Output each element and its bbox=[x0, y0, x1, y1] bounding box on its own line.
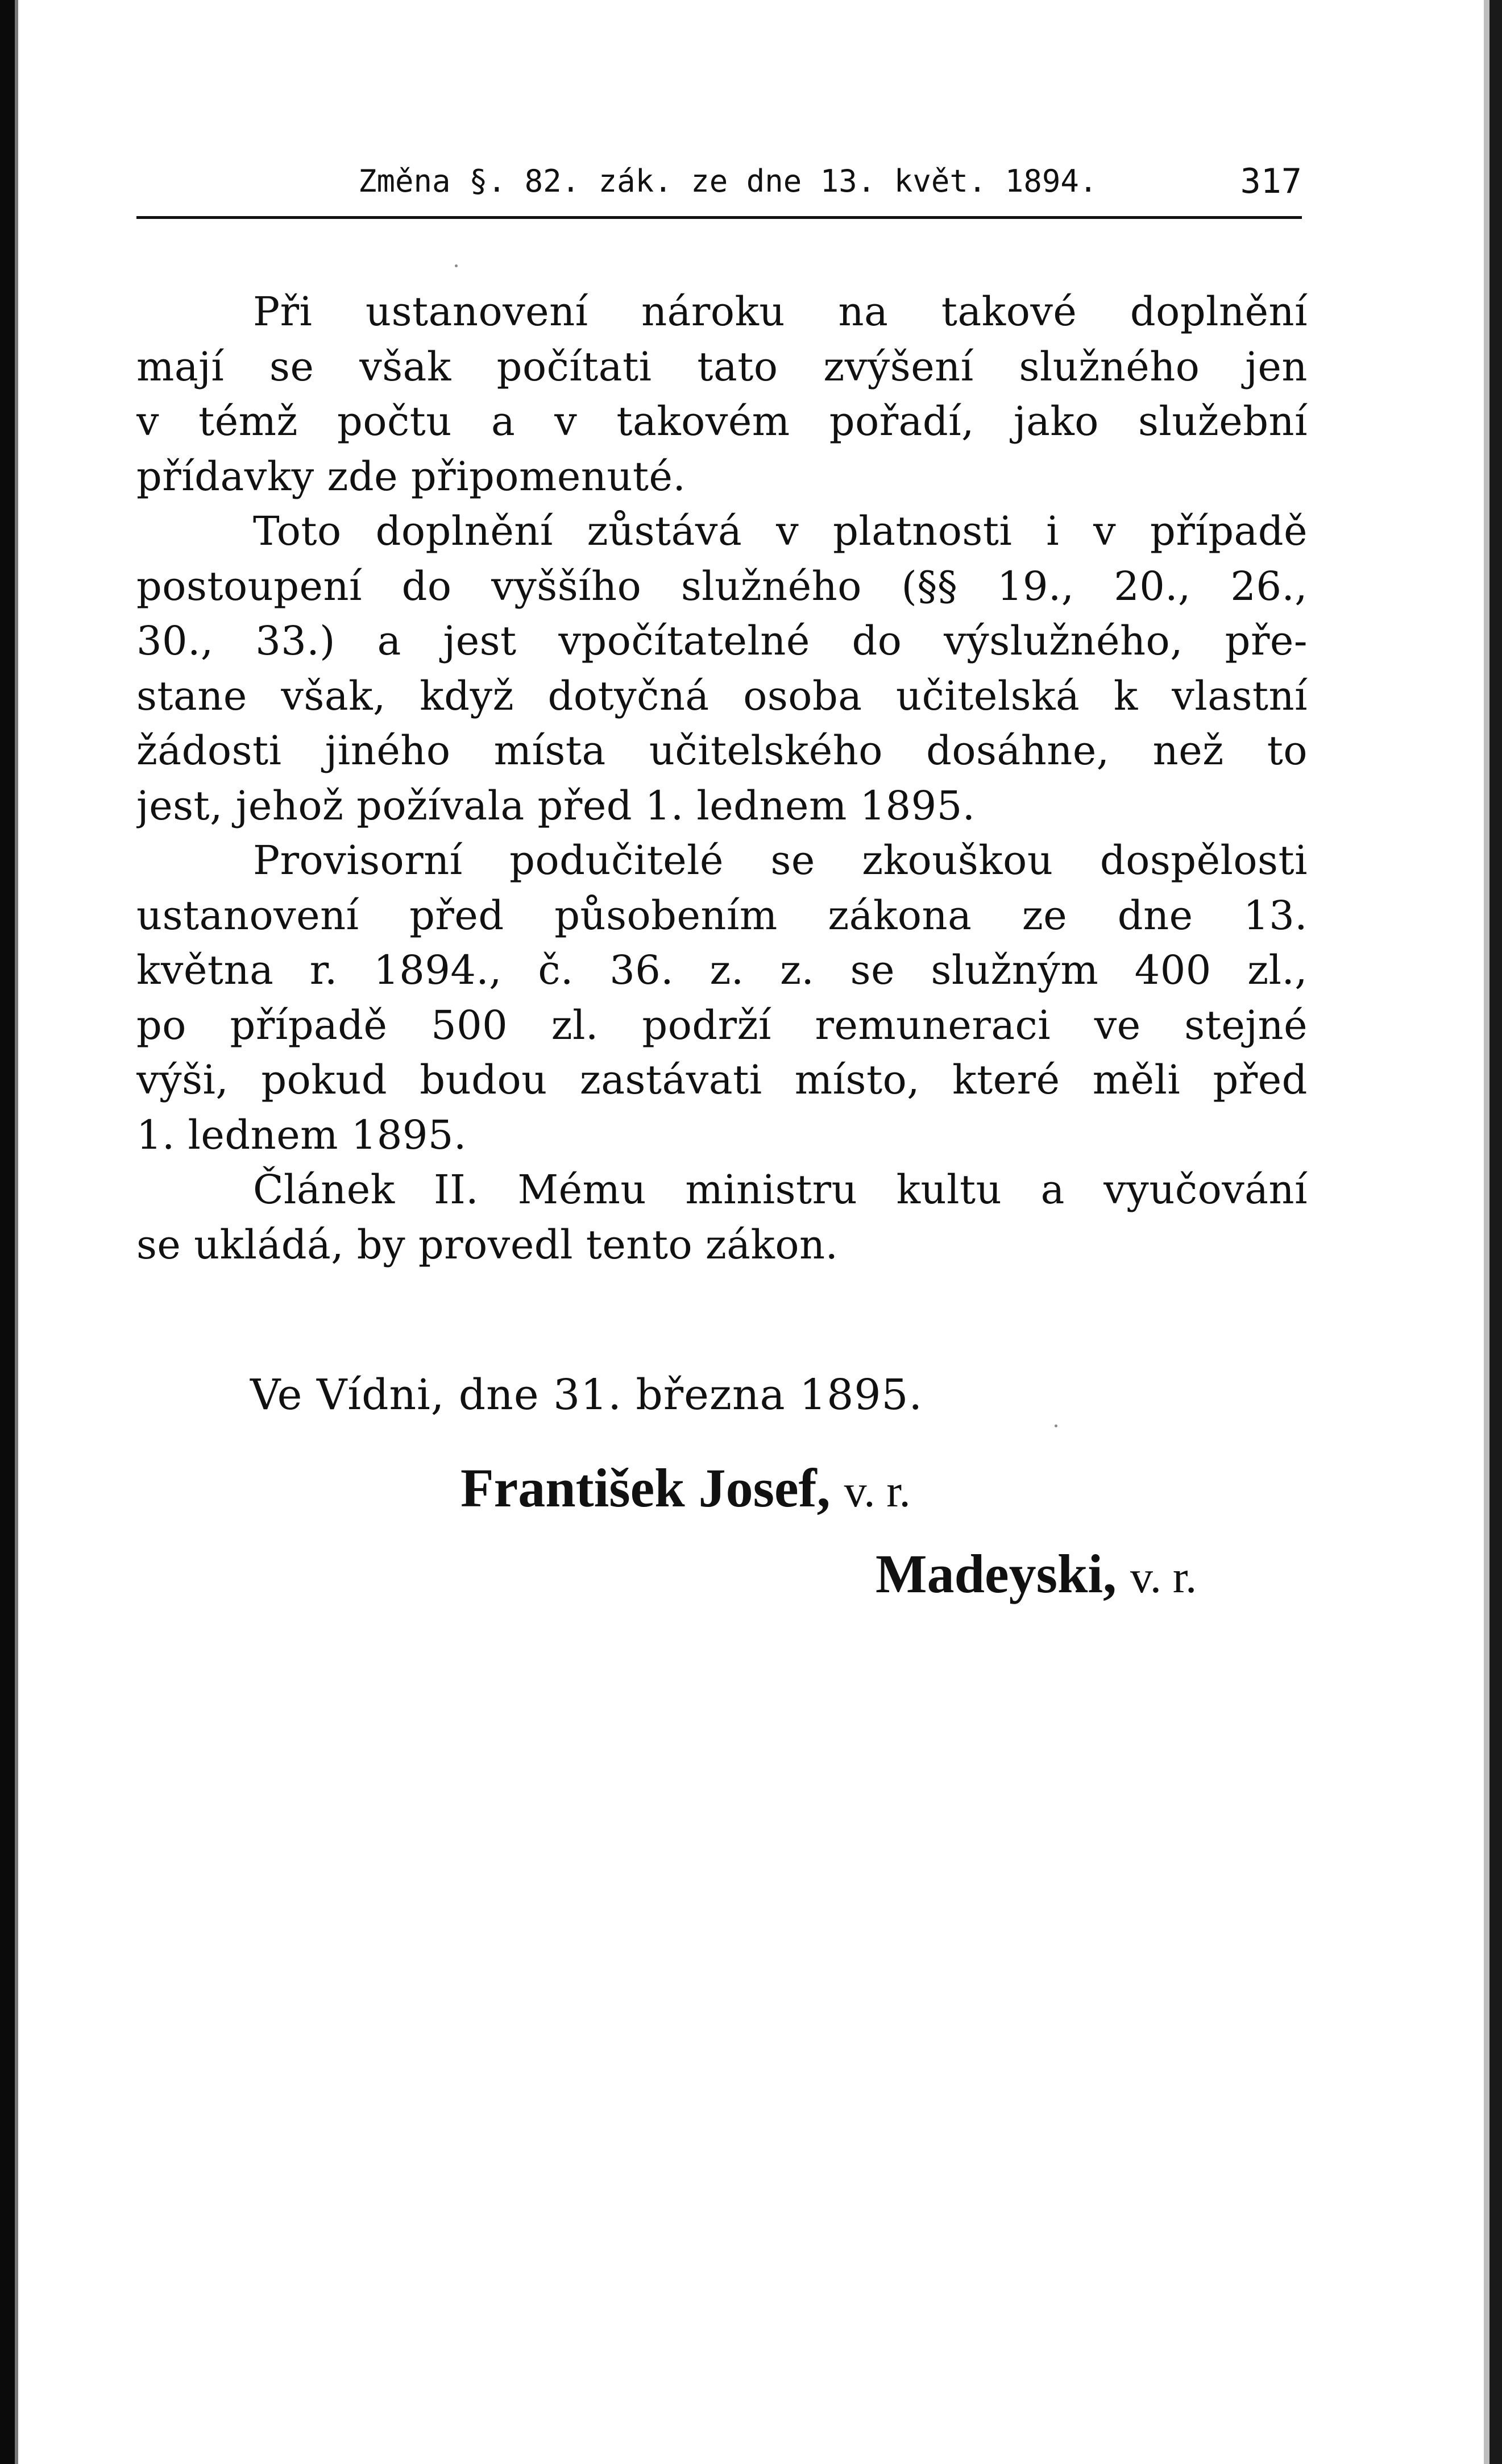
text-line: Při ustanovení nároku na takové doplnění bbox=[253, 288, 1308, 335]
text-line: Provisorní podučitelé se zkouškou dospělosti bbox=[253, 837, 1308, 884]
scan-speck bbox=[1055, 1424, 1057, 1427]
text-line: výši, pokud budou zastávati místo, které měli před bbox=[136, 1057, 1308, 1103]
scan-speck bbox=[455, 264, 458, 267]
signature-emperor-suffix: v. r. bbox=[844, 1467, 911, 1517]
text-line: postoupení do vyššího služného (§§ 19., 20., 26., bbox=[136, 562, 1308, 610]
header-rule bbox=[136, 216, 1302, 219]
text-line: Toto doplnění zůstává v platnosti i v případě bbox=[253, 508, 1308, 554]
signature-minister-suffix: v. r. bbox=[1130, 1552, 1197, 1602]
text-line: se ukládá, by provedl tento zákon. bbox=[136, 1221, 839, 1268]
signature-emperor-name: František Josef, bbox=[460, 1457, 831, 1518]
scan-border-right bbox=[1489, 0, 1502, 2464]
text-line: Článek II. Mému ministru kultu a vyučování bbox=[253, 1166, 1308, 1213]
text-line: po případě 500 zl. podrží remuneraci ve stejné bbox=[136, 1001, 1308, 1049]
text-line: 30., 33.) a jest vpočítatelné do výslužného, pře- bbox=[136, 618, 1308, 664]
text-line: přídavky zde připomenuté. bbox=[136, 453, 686, 500]
text-line: ustanovení před působením zákona ze dne 13. bbox=[136, 892, 1308, 939]
scan-border-right-shadow bbox=[1484, 0, 1489, 2464]
text-line: stane však, když dotyčná osoba učitelská k vlastní bbox=[136, 672, 1308, 719]
text-line: v témž počtu a v takovém pořadí, jako služební bbox=[136, 398, 1308, 445]
scan-border-left-shadow bbox=[15, 0, 18, 2464]
body-text bbox=[136, 284, 1308, 1272]
text-line: žádosti jiného místa učitelského dosáhne, než to bbox=[136, 727, 1308, 774]
signature-minister-name: Madeyski, bbox=[876, 1543, 1117, 1604]
running-title: Změna §. 82. zák. ze dne 13. květ. 1894. bbox=[358, 163, 1098, 199]
place-and-date: Ve Vídni, dne 31. března 1895. bbox=[250, 1370, 923, 1419]
page-number: 317 bbox=[1240, 161, 1302, 201]
signature-minister bbox=[876, 1543, 1197, 1609]
page-header bbox=[136, 156, 1302, 207]
scan-border-left bbox=[0, 0, 15, 2464]
signature-emperor bbox=[460, 1457, 911, 1523]
text-line: mají se však počítati tato zvýšení služného jen bbox=[136, 343, 1308, 390]
text-line: jest, jehož požívala před 1. lednem 1895. bbox=[136, 782, 976, 829]
text-line: 1. lednem 1895. bbox=[136, 1111, 467, 1158]
text-line: května r. 1894., č. 36. z. z. se služným 400 zl., bbox=[136, 947, 1308, 993]
